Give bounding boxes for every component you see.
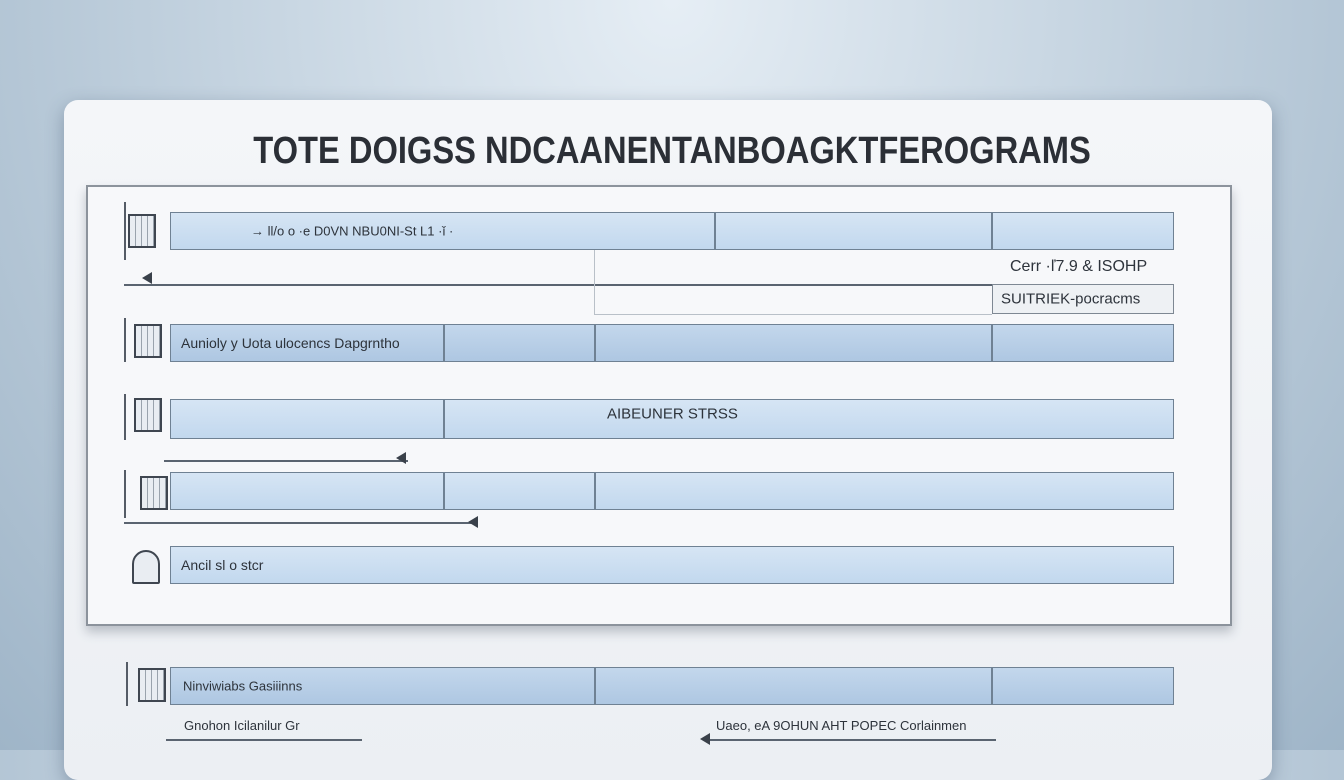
row-3-icon [134,398,162,432]
bottom-row-label: Ninviwiabs Gasiiinns [183,678,303,694]
row-3-connector [164,460,408,462]
row-4-connector [124,522,476,524]
row-1-guide [594,250,595,315]
row-4-icon [140,476,168,510]
bottom-left-text: Gnohon Icilanilur Gr [184,718,300,733]
row-4-bracket [124,470,126,518]
table-row-2[interactable] [170,324,1174,362]
side-box-label: SUITRIEK-pocracms [1001,290,1141,308]
row-1-arrow [142,272,152,284]
row-3-arrow [396,452,406,464]
row-2-divider-b [594,325,596,361]
row-5-icon [132,550,160,584]
row-4-arrow [468,516,478,528]
row-3-divider-a [443,400,445,438]
bottom-right-text: Uaeo, eA 9OHUN AHT POPEC Corlainmen [716,718,967,733]
bottom-left-underline [166,739,362,741]
side-box[interactable] [992,284,1174,314]
table-row-1[interactable] [170,212,1174,250]
row-2-divider-c [991,325,993,361]
bottom-right-arrow [700,733,710,745]
row-1-connector [124,284,992,286]
row-1-guide-h [594,314,992,315]
table-row-3[interactable] [170,399,1174,439]
bottom-right-underline [706,739,996,741]
row-1-divider-a [714,213,716,249]
row-3-bracket [124,394,126,440]
row-2-label: Aunioly y Uota ulocencs Dapgrntho [181,335,400,351]
row-1-bracket [124,202,126,260]
row-1-label: → ll/o o ·e D0VN NBU0NI-St L1 ·ǐ · [251,223,454,239]
side-note: Cerr ·ľ7.9 & ISOHP [1010,258,1148,275]
row-2-bracket [124,318,126,362]
row-4-divider-a [443,473,445,509]
row-3-label: AIBEUNER STRSS [607,405,738,423]
row-5-label: Ancil sl o stcr [181,557,264,573]
table-row-4[interactable] [170,472,1174,510]
row-1-divider-b [991,213,993,249]
row-2-divider-a [443,325,445,361]
bottom-row-divider-b [991,668,993,704]
table-row-5[interactable] [170,546,1174,584]
bottom-table-row[interactable] [170,667,1174,705]
bottom-row-bracket [126,662,128,706]
row-4-divider-b [594,473,596,509]
bottom-row-divider-a [594,668,596,704]
row-1-icon [128,214,156,248]
bottom-row-icon [138,668,166,702]
row-2-icon [134,324,162,358]
page-title: TOTE DOIGSS NDCAANENTANBOAGKTFEROGRAMS [253,130,1091,172]
